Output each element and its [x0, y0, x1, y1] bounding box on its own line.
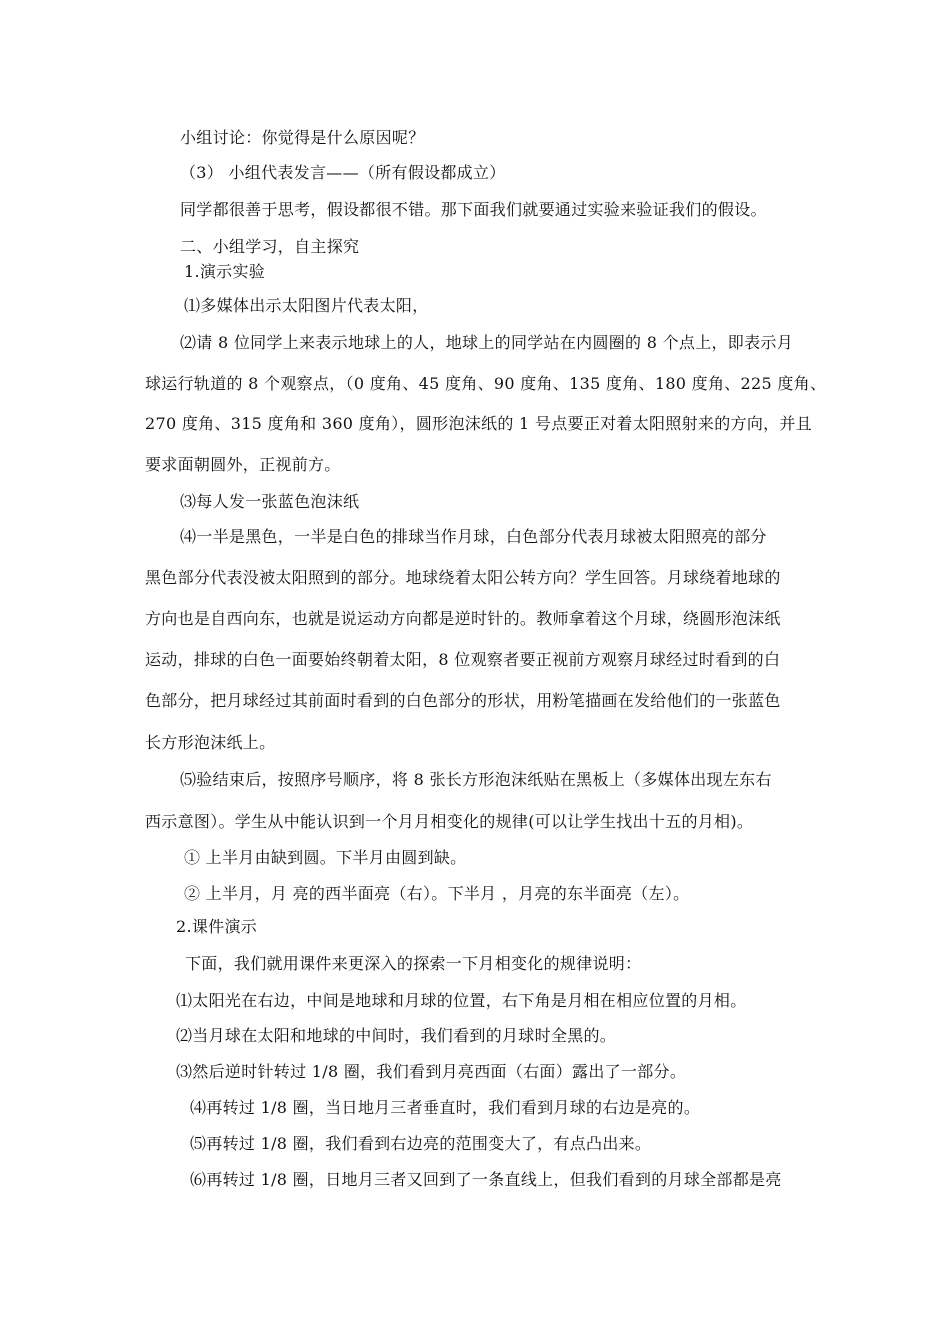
text-line: ⑶每人发一张蓝色泡沫纸: [180, 492, 360, 511]
subsection-heading: 2.课件演示: [176, 917, 258, 936]
text-line: 运动，排球的白色一面要始终朝着太阳，8 位观察者要正视前方观察月球经过时看到的白: [145, 650, 781, 669]
text-line: （3） 小组代表发言——（所有假设都成立）: [180, 163, 506, 182]
list-item: ② 上半月，月 亮的西半面亮（右）。下半月 ，月亮的东半面亮（左）。: [184, 884, 690, 903]
list-item: ① 上半月由缺到圆。下半月由圆到缺。: [184, 848, 467, 867]
text-line: ⑵请 8 位同学上来表示地球上的人，地球上的同学站在内圆圈的 8 个点上，即表示月: [180, 333, 794, 352]
text-line: 色部分，把月球经过其前面时看到的白色部分的形状，用粉笔描画在发给他们的一张蓝色: [145, 691, 781, 710]
text-line: 球运行轨道的 8 个观察点，（0 度角、45 度角、90 度角、135 度角、180 度角、225 度角、: [145, 374, 827, 393]
text-line: 小组讨论：你觉得是什么原因呢？: [180, 128, 425, 147]
text-line: ⑴多媒体出示太阳图片代表太阳，: [184, 296, 429, 315]
list-item: ⑴太阳光在右边，中间是地球和月球的位置，右下角是月相在相应位置的月相。: [176, 991, 747, 1010]
list-item: ⑹再转过 1/8 圈，日地月三者又回到了一条直线上，但我们看到的月球全部都是亮: [190, 1170, 782, 1189]
section-heading: 二、小组学习，自主探究: [180, 237, 360, 256]
text-line: 长方形泡沫纸上。: [145, 733, 276, 752]
subsection-heading: 1.演示实验: [184, 262, 266, 281]
text-line: 下面，我们就用课件来更深入的探索一下月相变化的规律说明：: [185, 954, 642, 973]
list-item: ⑵当月球在太阳和地球的中间时，我们看到的月球时全黑的。: [176, 1026, 617, 1045]
list-item: ⑶然后逆时针转过 1/8 圈，我们看到月亮西面（右面）露出了一部分。: [176, 1062, 687, 1081]
list-item: ⑸再转过 1/8 圈，我们看到右边亮的范围变大了，有点凸出来。: [190, 1134, 652, 1153]
text-line: ⑸验结束后，按照序号顺序，将 8 张长方形泡沫纸贴在黑板上（多媒体出现左东右: [180, 770, 772, 789]
list-item: ⑷再转过 1/8 圈，当日地月三者垂直时，我们看到月球的右边是亮的。: [190, 1098, 701, 1117]
text-line: 黑色部分代表没被太阳照到的部分。地球绕着太阳公转方向？学生回答。月球绕着地球的: [145, 568, 781, 587]
text-line: 270 度角、315 度角和 360 度角），圆形泡沫纸的 1 号点要正对着太阳照射来的方向，并且: [145, 414, 813, 433]
text-line: 同学都很善于思考，假设都很不错。那下面我们就要通过实验来验证我们的假设。: [180, 200, 767, 219]
text-line: 西示意图）。学生从中能认识到一个月月相变化的规律(可以让学生找出十五的月相)。: [145, 812, 754, 831]
text-line: ⑷一半是黑色，一半是白色的排球当作月球，白色部分代表月球被太阳照亮的部分: [180, 527, 767, 546]
text-line: 要求面朝圆外，正视前方。: [145, 455, 341, 474]
text-line: 方向也是自西向东，也就是说运动方向都是逆时针的。教师拿着这个月球，绕圆形泡沫纸: [145, 609, 781, 628]
